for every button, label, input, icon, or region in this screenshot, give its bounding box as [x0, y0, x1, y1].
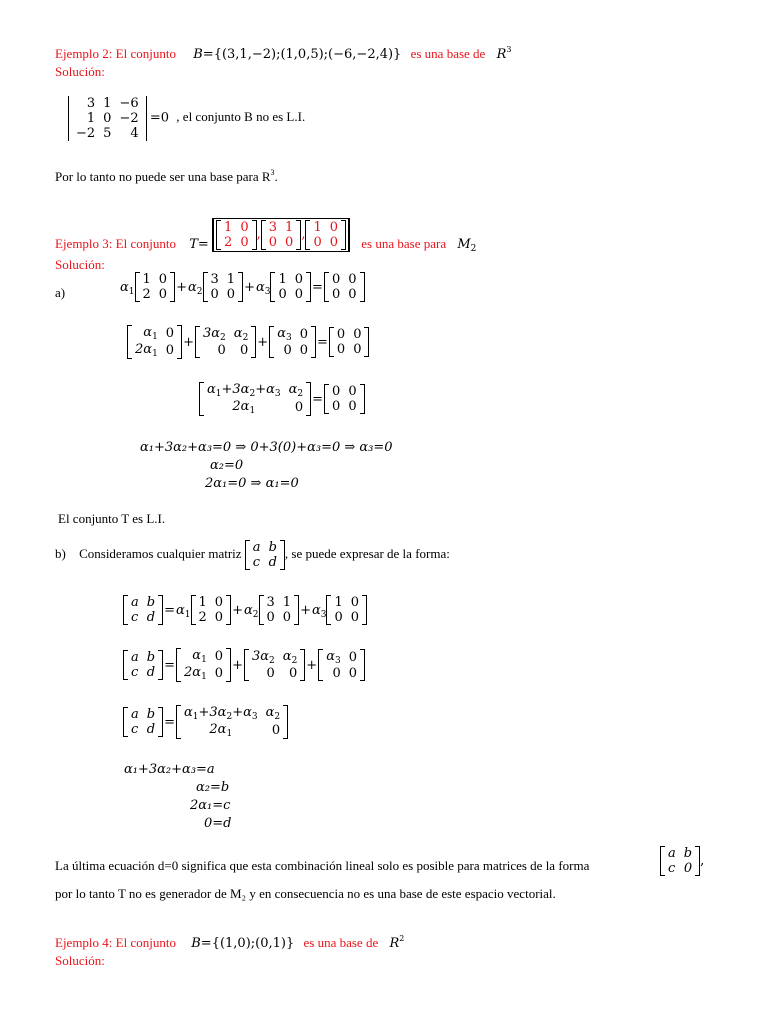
- example-3-title: Ejemplo 3: El conjunto: [55, 235, 176, 251]
- conclusion-end: .: [274, 169, 278, 184]
- space-m: M: [457, 236, 471, 252]
- determinant-block: [68, 96, 305, 141]
- part-a-system-3: 2α₁=0 ⇒ α₁=0: [205, 476, 299, 491]
- det-cell: 0: [103, 111, 112, 126]
- part-a-system-2: α₂=0: [210, 458, 244, 473]
- det-cell: 3: [86, 96, 96, 111]
- set-b-value: {(3,1,−2);(1,0,5);(−6,−2,4)}: [213, 47, 402, 62]
- det-cell: 4: [130, 126, 139, 141]
- part-a-eq-1: $\alpha_1$ 1 0 2 0 $+\alpha_2$ 3 1 0 0 $+\alpha_3$ 1 0 0 0 = 0 0 0 0: [120, 272, 365, 302]
- space-r2: R: [389, 936, 400, 951]
- part-a-system-1: α₁+3α₂+α₃=0 ⇒ 0+3(0)+α₃=0 ⇒ α₃=0: [140, 440, 393, 455]
- set-b4-value: {(1,0);(0,1)}: [211, 936, 295, 951]
- part-b-label: b): [55, 545, 66, 561]
- example-4-solution-label: Solución:: [55, 953, 105, 968]
- example-2-heading: Ejemplo 2: El conjunto B={(3,1,−2);(1,0,5);(−6,−2,4)} es una base de $R^3$: [55, 45, 512, 62]
- part-a-eq-2: $\alpha_1$ 0 $2\alpha_1$ 0 + $3\alpha_2$ $\alpha_2$ 0 0 + $\alpha_3$ 0 0 0 = 0 0 0 0: [127, 325, 369, 359]
- t-matrix: 1 0 0 0: [305, 220, 346, 250]
- final-paragraph-1: [55, 858, 589, 874]
- conclusion-text: Por lo tanto no puede ser una base para R: [55, 169, 271, 184]
- final-text-1: La última ecuación d=0 significa que esta combinación lineal solo es posible para matrices de la forma: [55, 858, 590, 873]
- determinant-result: =0: [149, 110, 170, 126]
- part-b-eq-2: a b c d = $\alpha_1$ 0 $2\alpha_1$ 0 + $3\alpha_2$ $\alpha_2$ 0 0 + $\alpha_3$ 0 0 0: [123, 648, 365, 682]
- determinant-conclusion: , el conjunto B no es L.I.: [176, 109, 306, 125]
- part-b-system-2: α₂=b: [196, 780, 230, 795]
- set-t-matrices: 1 0 2 0 , 3 1 0 0 , 1 0 0 0: [212, 218, 350, 252]
- det-cell: −2: [76, 126, 96, 141]
- part-b-eq-3: a b c d = $\alpha_1+3\alpha_2+\alpha_3$ $\alpha_2$ $2\alpha_1$ 0: [123, 705, 288, 739]
- conclusion-exp: 3: [270, 168, 275, 177]
- det-cell: −6: [119, 96, 139, 111]
- space-r2-exp: 2: [399, 934, 405, 943]
- part-a-label: a): [55, 285, 66, 300]
- example-3-solution-label: Solución:: [55, 257, 105, 272]
- example-2-solution-label: Solución:: [55, 64, 105, 79]
- det-cell: 5: [103, 126, 112, 141]
- space-r-exp: 3: [506, 45, 512, 54]
- part-b-system-3: 2α₁=c: [190, 798, 231, 813]
- part-b-eq-1: a b c d $=\alpha_1$ 1 0 2 0 $+\alpha_2$ 3 1 0 0 $+\alpha_3$ 1 0 0 0: [123, 595, 367, 625]
- det-cell: −2: [119, 111, 139, 126]
- t-matrix: 3 1 0 0: [261, 220, 302, 250]
- set-b-label: B: [193, 47, 203, 62]
- li-conclusion: El conjunto T es L.I.: [58, 511, 166, 526]
- example-4-heading: Ejemplo 4: El conjunto B={(1,0);(0,1)} es una base de $R^2$: [55, 934, 405, 951]
- space-m-sub: 2: [470, 243, 477, 254]
- space-r: R: [496, 47, 507, 62]
- example-3-heading: Ejemplo 3: El conjunto T= 1 0 2 0 , 3 1 0 0 , 1 0 0 0 es una base para $M_2$: [55, 220, 477, 254]
- example-2-conclusion: [55, 169, 278, 185]
- example-2-title: Ejemplo 2: El conjunto: [55, 46, 176, 61]
- det-cell: 1: [103, 96, 112, 111]
- part-b-system-1: α₁+3α₂+α₃=a: [124, 762, 215, 777]
- part-b-intro: b) Consideramos cualquier matriz a b c d , se puede expresar de la forma:: [55, 540, 450, 570]
- det-cell: 1: [86, 111, 96, 126]
- set-b4-label: B: [191, 936, 201, 951]
- determinant-matrix: [68, 96, 147, 141]
- final-paragraph-2: por lo tanto T no es generador de M₂ y en consecuencia no es una base de este espacio vectorial.: [55, 886, 556, 901]
- is-base-text-3: es una base para: [361, 235, 447, 251]
- is-base-text: es una base de: [410, 46, 486, 61]
- is-base-text-4: es una base de: [303, 935, 379, 950]
- example-4-title: Ejemplo 4: El conjunto: [55, 935, 176, 950]
- set-t-label: T: [189, 236, 198, 252]
- final-matrix: a b c 0 ,: [660, 846, 704, 876]
- part-b-text-2: , se puede expresar de la forma:: [284, 545, 450, 561]
- part-a-eq-3: $\alpha_1+3\alpha_2+\alpha_3$ $\alpha_2$ $2\alpha_1$ 0 = 0 0 0 0: [199, 382, 365, 416]
- part-b-text: Consideramos cualquier matriz: [79, 545, 242, 561]
- t-matrix: 1 0 2 0: [216, 220, 257, 250]
- part-b-system-4: 0=d: [204, 816, 232, 831]
